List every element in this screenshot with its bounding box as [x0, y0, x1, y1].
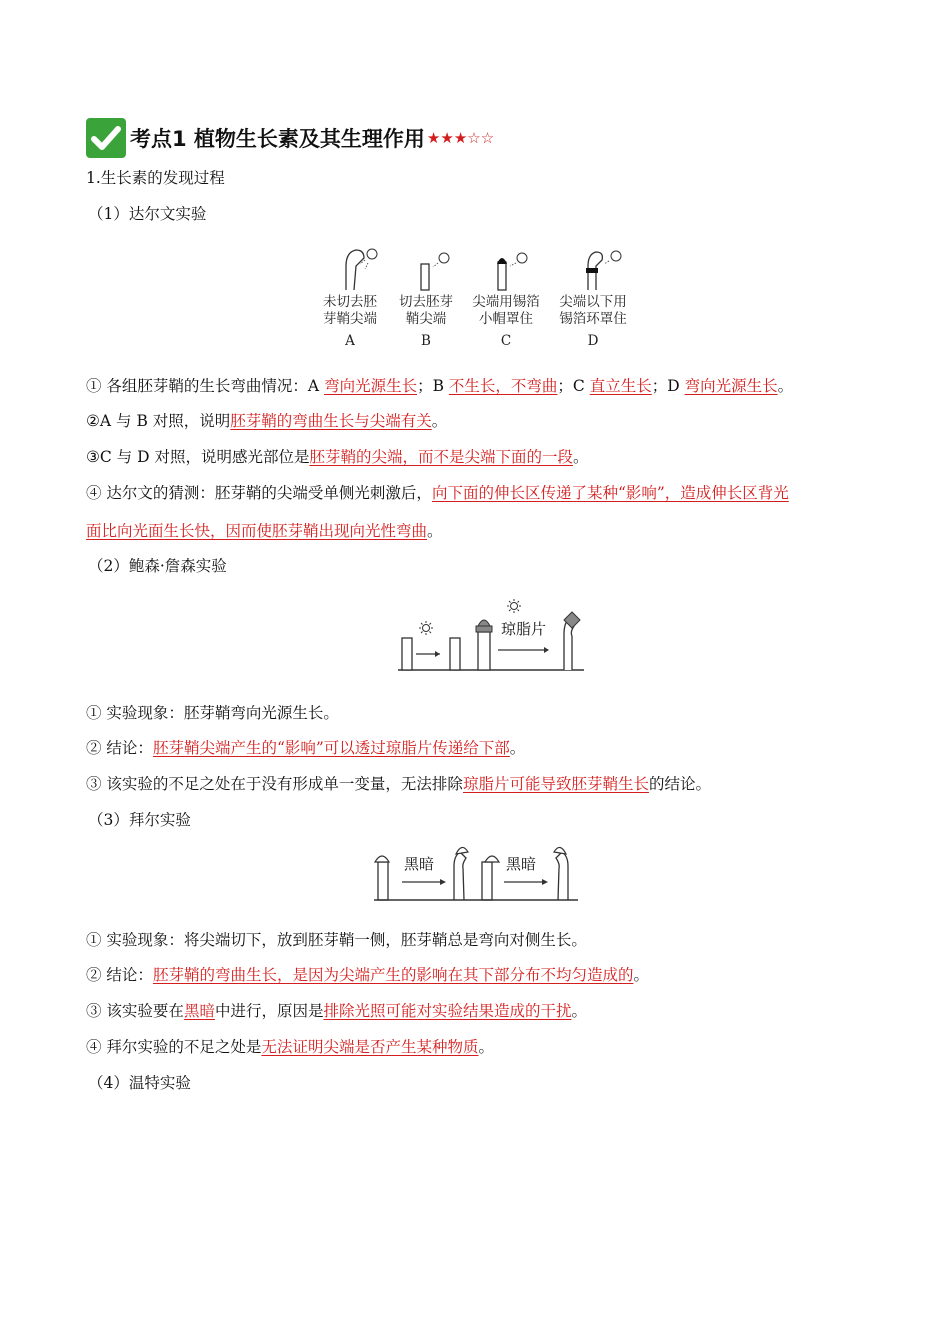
section-heading: 1.生长素的发现过程 [86, 169, 225, 187]
caption-c-line1: 尖端用锡箔 [472, 294, 540, 310]
boysen-p2: ② 结论：胚芽鞘尖端产生的“影响”可以透过琼脂片传递给下部。 [86, 739, 526, 757]
seedling-c [497, 253, 527, 290]
seedling-a [346, 249, 377, 290]
darwin-p4-line1: ④ 达尔文的猜测：胚芽鞘的尖端受单侧光刺激后，向下面的伸长区传递了某种“影响”，造成伸长区背光 [86, 484, 789, 502]
darwin-p2: ②A 与 B 对照，说明胚芽鞘的弯曲生长与尖端有关。 [86, 412, 448, 430]
darwin-p1: ① 各组胚芽鞘的生长弯曲情况：A 弯向光源生长；B 不生长，不弯曲；C 直立生长；D 弯向光源生长。 [86, 377, 794, 395]
caption-d-line2: 锡箔环罩住 [559, 311, 627, 327]
paal-p1: ① 实验现象：将尖端切下，放到胚芽鞘一侧，胚芽鞘总是弯向对侧生长。 [86, 931, 587, 949]
caption-b-line1: 切去胚芽 [399, 294, 453, 310]
paal-heading: （3）拜尔实验 [88, 811, 191, 829]
boysen-heading: （2）鲍森·詹森实验 [88, 557, 227, 575]
caption-a-line2: 芽鞘尖端 [323, 311, 377, 327]
paal-experiment-figure [372, 840, 582, 902]
went-heading: （4）温特实验 [88, 1074, 191, 1092]
check-icon [86, 118, 126, 158]
caption-b-line2: 鞘尖端 [405, 311, 447, 327]
darwin-heading: （1）达尔文实验 [88, 205, 207, 223]
caption-a-line1: 未切去胚 [323, 294, 377, 310]
dark-label-1: 黑暗 [404, 855, 435, 873]
darwin-experiment-figure [310, 244, 650, 354]
sun-icon [419, 621, 433, 635]
paal-p2: ② 结论：胚芽鞘的弯曲生长，是因为尖端产生的影响在其下部分布不均匀造成的。 [86, 966, 649, 984]
caption-a-letter: A [345, 333, 355, 349]
sun-icon [507, 599, 521, 613]
difficulty-stars: ★★★☆☆ [426, 129, 495, 147]
seedling-b [421, 253, 449, 290]
page-title: 考点1 植物生长素及其生理作用 [130, 127, 425, 151]
caption-b-letter: B [421, 333, 431, 349]
paal-p3: ③ 该实验要在黑暗中进行，原因是排除光照可能对实验结果造成的干扰。 [86, 1002, 587, 1020]
darwin-p3: ③C 与 D 对照，说明感光部位是胚芽鞘的尖端，而不是尖端下面的一段。 [86, 448, 589, 466]
darwin-p4-line2: 面比向光面生长快，因而使胚芽鞘出现向光性弯曲。 [86, 522, 443, 540]
caption-d-line1: 尖端以下用 [559, 294, 627, 310]
caption-d-letter: D [587, 333, 599, 349]
boysen-p1: ① 实验现象：胚芽鞘弯向光源生长。 [86, 704, 339, 722]
caption-c-letter: C [500, 333, 512, 349]
caption-c-line2: 小帽罩住 [479, 311, 533, 327]
dark-label-2: 黑暗 [506, 855, 537, 873]
agar-label: 琼脂片 [501, 620, 547, 638]
boysen-experiment-figure [394, 596, 590, 674]
section-title-row [86, 118, 494, 158]
boysen-p3: ③ 该实验的不足之处在于没有形成单一变量，无法排除琼脂片可能导致胚芽鞘生长的结论。 [86, 775, 711, 793]
paal-p4: ④ 拜尔实验的不足之处是无法证明尖端是否产生某种物质。 [86, 1038, 494, 1056]
seedling-d [586, 251, 621, 290]
